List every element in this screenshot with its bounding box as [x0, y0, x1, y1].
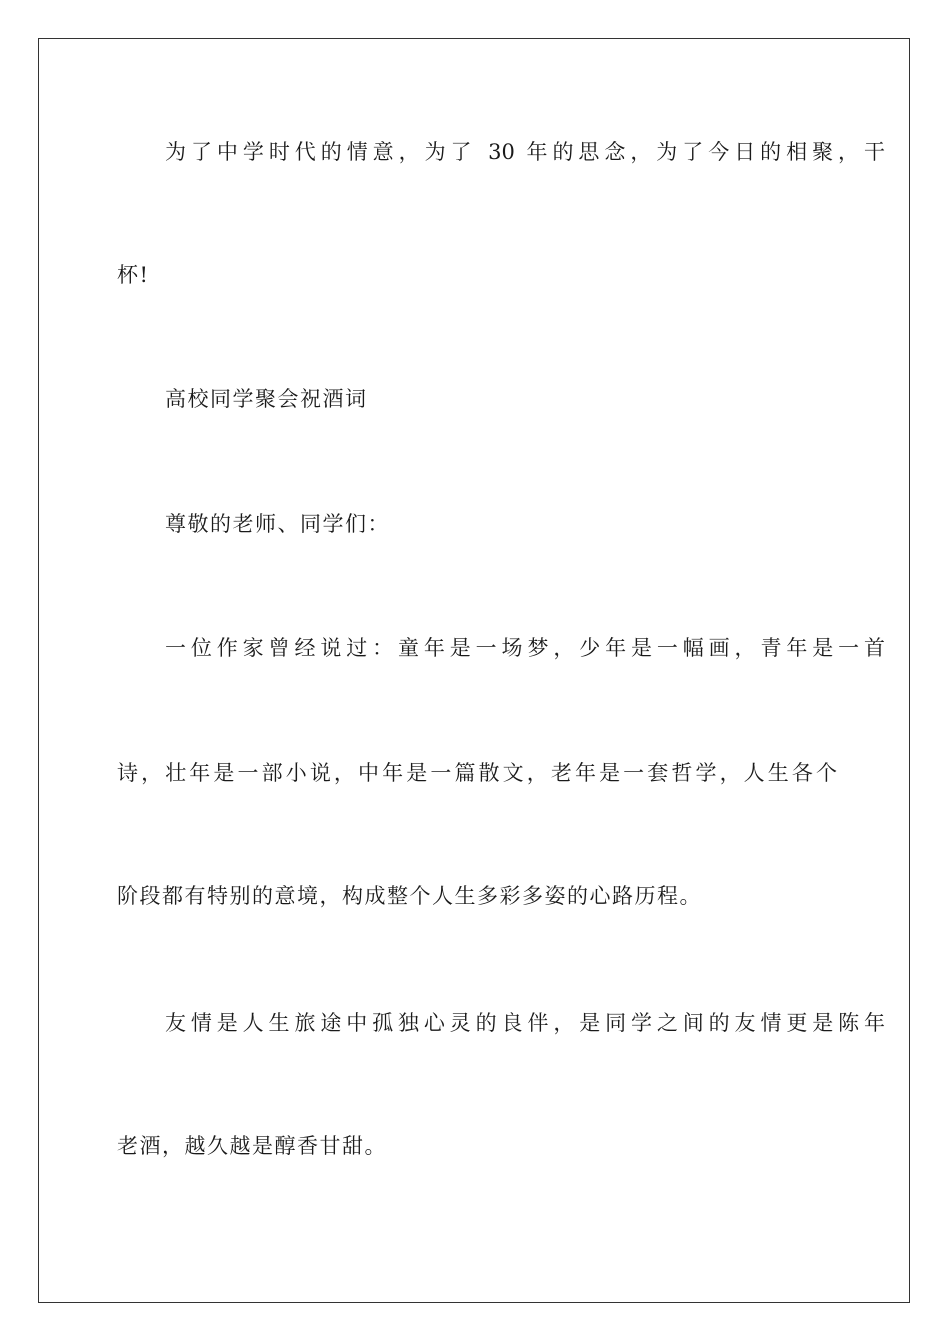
paragraph-2-line-3: 阶段都有特别的意境，构成整个人生多彩多姿的心路历程。 — [117, 884, 702, 908]
section-heading: 高校同学聚会祝酒词 — [165, 387, 368, 411]
salutation: 尊敬的老师、同学们： — [165, 512, 390, 536]
paragraph-3-line-2: 老酒，越久越是醇香甘甜。 — [117, 1134, 387, 1158]
paragraph-3-line-1: 友情是人生旅途中孤独心灵的良伴，是同学之间的友情更是陈年 — [165, 1011, 885, 1035]
page-border — [38, 38, 910, 1303]
paragraph-1-line-2: 杯! — [117, 263, 150, 287]
paragraph-2-line-2: 诗，壮年是一部小说，中年是一篇散文，老年是一套哲学，人生各个 — [117, 761, 837, 785]
paragraph-2-line-1: 一位作家曾经说过：童年是一场梦，少年是一幅画，青年是一首 — [165, 636, 885, 660]
paragraph-1-line-1: 为了中学时代的情意，为了 30 年的思念，为了今日的相聚，干 — [165, 140, 885, 164]
